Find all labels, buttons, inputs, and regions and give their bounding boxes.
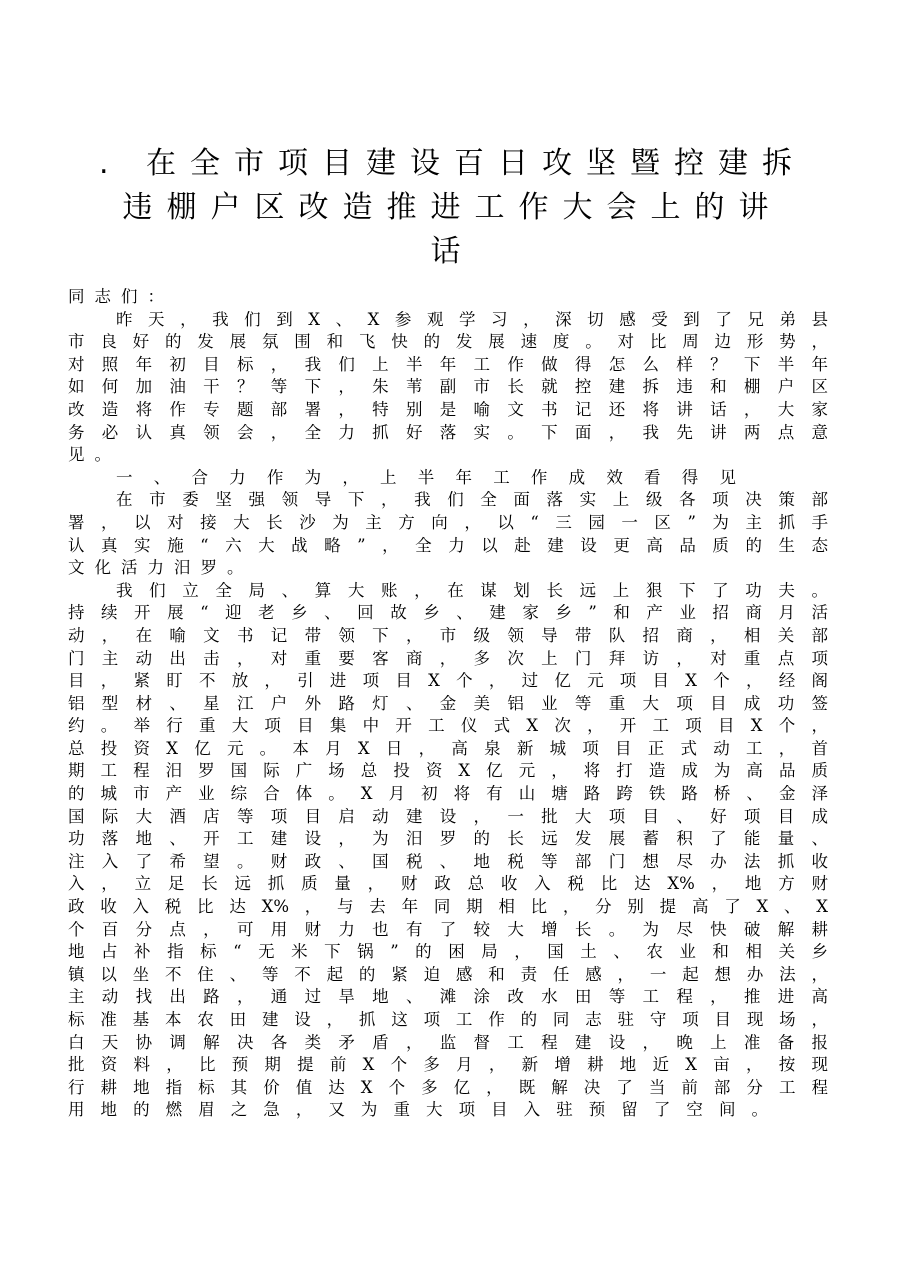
- body-line: 主动找出路，通过旱地、滩涂改水田等工程，推进高: [68, 987, 828, 1007]
- body-line: 个百分点，可用财力也有了较大增长。为尽快破解耕: [68, 919, 828, 939]
- body-line: 镇以坐不住、等不起的紧迫感和责任感，一起想办法，: [68, 964, 828, 984]
- body-line: 门主动出击，对重要客商，多次上门拜访，对重点项: [68, 648, 828, 668]
- body-line: 昨天，我们到X、X参观学习，深切感受到了兄弟县: [116, 309, 828, 329]
- body-line: 动，在喻文书记带领下，市级领导带队招商，相关部: [68, 625, 828, 645]
- body-line: 入，立足长远抓质量，财政总收入税比达X%，地方财: [68, 874, 828, 894]
- body-line: 功落地、开工建设，为汨罗的长远发展蓄积了能量、: [68, 829, 828, 849]
- body-line: 期工程汨罗国际广场总投资X亿元，将打造成为高品质: [68, 761, 828, 781]
- body-line: 改造将作专题部署，特别是喻文书记还将讲话，大家: [68, 399, 828, 419]
- body-line: 标准基本农田建设，抓这项工作的同志驻守项目现场，: [68, 1010, 828, 1029]
- body-line: 批资料，比预期提前X个多月，新增耕地近X亩，按现: [68, 1055, 828, 1075]
- body-line: 约。举行重大项目集中开工仪式X次，开工项目X个，: [68, 716, 828, 736]
- body-line: 目，紧盯不放，引进项目X个，过亿元项目X个，经阁: [68, 671, 828, 691]
- document-body: [68, 286, 853, 1122]
- body-line: 总投资X亿元。本月X日，高泉新城项目正式动工，首: [68, 738, 828, 758]
- body-line: 在市委坚强领导下，我们全面落实上级各项决策部: [116, 490, 828, 510]
- salutation-line: 同志们：: [68, 287, 174, 306]
- body-line: 见。: [68, 445, 121, 465]
- body-line: 持续开展“迎老乡、回故乡、建家乡”和产业招商月活: [68, 603, 828, 623]
- body-line: 如何加油干？等下，朱苇副市长就控建拆违和棚户区: [68, 377, 828, 397]
- body-line: 铝型材、星江户外路灯、金美铝业等重大项目成功签: [68, 693, 828, 713]
- body-line: 国际大酒店等项目启动建设，一批大项目、好项目成: [68, 806, 828, 826]
- document-title-line-2: 违棚户区改造推进工作大会上的讲: [122, 190, 783, 225]
- body-line: 对照年初目标，我们上半年工作做得怎么样？下半年: [68, 354, 828, 374]
- body-line: 署，以对接大长沙为主方向，以“三园一区”为主抓手: [68, 512, 828, 532]
- body-line: 我们立全局、算大账，在谋划长远上狠下了功夫。: [116, 580, 828, 600]
- body-line: 政收入税比达X%，与去年同期相比，分别提高了X、X: [68, 897, 828, 917]
- body-line: 地占补指标“无米下锅”的困局，国土、农业和相关乡: [68, 942, 828, 962]
- document-title-line-1: . 在全市项目建设百日攻坚暨控建拆: [98, 146, 807, 181]
- document-title-line-3: 话: [430, 234, 475, 269]
- body-line: 白天协调解决各类矛盾，监督工程建设，晚上准备报: [68, 1032, 828, 1052]
- body-line: 行耕地指标其价值达X个多亿，既解决了当前部分工程: [68, 1077, 828, 1097]
- body-line: 市良好的发展氛围和飞快的发展速度。对比周边形势，: [68, 332, 828, 352]
- body-line: 用地的燃眉之急，又为重大项目入驻预留了空间。: [68, 1100, 768, 1120]
- body-line: 认真实施“六大战略”，全力以赴建设更高品质的生态: [68, 535, 828, 555]
- body-line: 的城市产业综合体。X月初将有山塘路跨铁路桥、金泽: [68, 784, 828, 804]
- body-line: 文化活力汨罗。: [68, 558, 254, 578]
- body-line: 务必认真领会，全力抓好落实。下面，我先讲两点意: [68, 422, 828, 442]
- body-line: 注入了希望。财政、国税、地税等部门想尽办法抓收: [68, 851, 828, 871]
- section-heading: 一、合力作为，上半年工作成效看得见: [116, 467, 736, 487]
